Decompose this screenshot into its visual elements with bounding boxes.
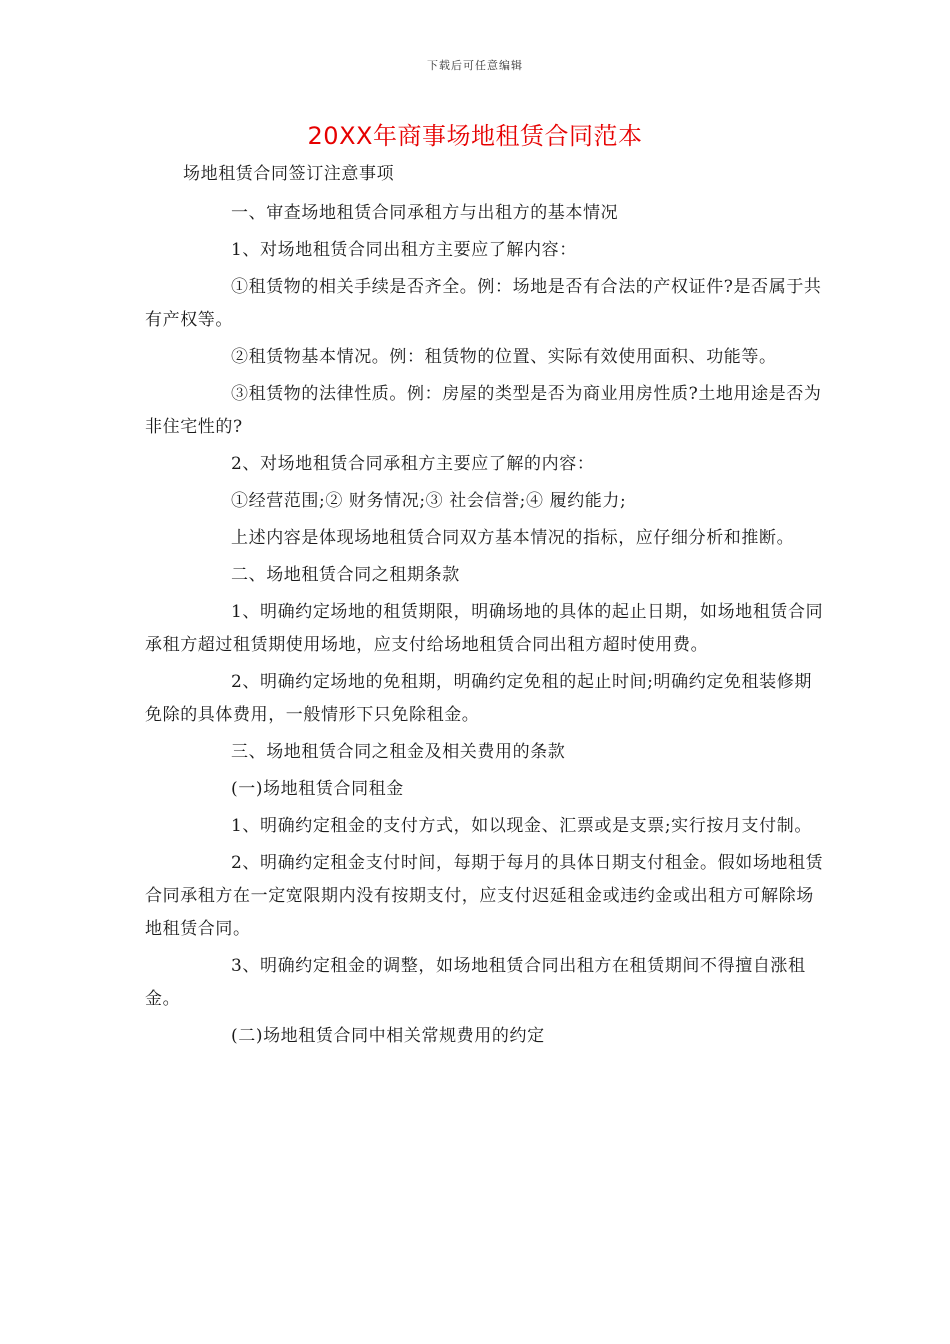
paragraph: ①租赁物的相关手续是否齐全。例：场地是否有合法的产权证件?是否属于共有产权等。 (145, 277, 822, 330)
section-heading-2: 二、场地租赁合同之租期条款 (231, 565, 460, 585)
section-heading-3: 三、场地租赁合同之租金及相关费用的条款 (231, 742, 566, 762)
paragraph: 上述内容是体现场地租赁合同双方基本情况的指标，应仔细分析和推断。 (231, 528, 795, 548)
paragraph: 1、对场地租赁合同出租方主要应了解内容： (231, 240, 577, 260)
section-subtitle: 场地租赁合同签订注意事项 (183, 164, 395, 184)
header-note: 下载后可任意编辑 (427, 59, 523, 72)
paragraph: 2、对场地租赁合同承租方主要应了解的内容： (231, 454, 595, 474)
document-body (145, 158, 825, 1057)
subsection-heading: (一)场地租赁合同租金 (231, 779, 404, 799)
section-heading-1: 一、审查场地租赁合同承租方与出租方的基本情况 (231, 203, 619, 223)
paragraph: 1、明确约定租金的支付方式，如以现金、汇票或是支票;实行按月支付制。 (231, 816, 812, 836)
paragraph: 2、明确约定租金支付时间，每期于每月的具体日期支付租金。假如场地租赁合同承租方在一定宽限期内没有按期支付，应支付迟延租金或违约金或出租方可解除场地租赁合同。 (145, 853, 824, 939)
paragraph: 3、明确约定租金的调整，如场地租赁合同出租方在租赁期间不得擅自涨租金。 (145, 956, 806, 1009)
document-title: 20XX年商事场地租赁合同范本 (307, 122, 643, 150)
paragraph: 2、明确约定场地的免租期，明确约定免租的起止时间;明确约定免租装修期免除的具体费用，一般情形下只免除租金。 (145, 672, 812, 725)
paragraph: ③租赁物的法律性质。例：房屋的类型是否为商业用房性质?土地用途是否为非住宅性的? (145, 384, 822, 437)
subsection-heading: (二)场地租赁合同中相关常规费用的约定 (231, 1026, 545, 1046)
paragraph: 1、明确约定场地的租赁期限，明确场地的具体的起止日期，如场地租赁合同承租方超过租赁期使用场地，应支付给场地租赁合同出租方超时使用费。 (145, 602, 824, 655)
paragraph: ①经营范围;② 财务情况;③ 社会信誉;④ 履约能力; (231, 491, 627, 511)
paragraph: ②租赁物基本情况。例：租赁物的位置、实际有效使用面积、功能等。 (231, 347, 777, 367)
